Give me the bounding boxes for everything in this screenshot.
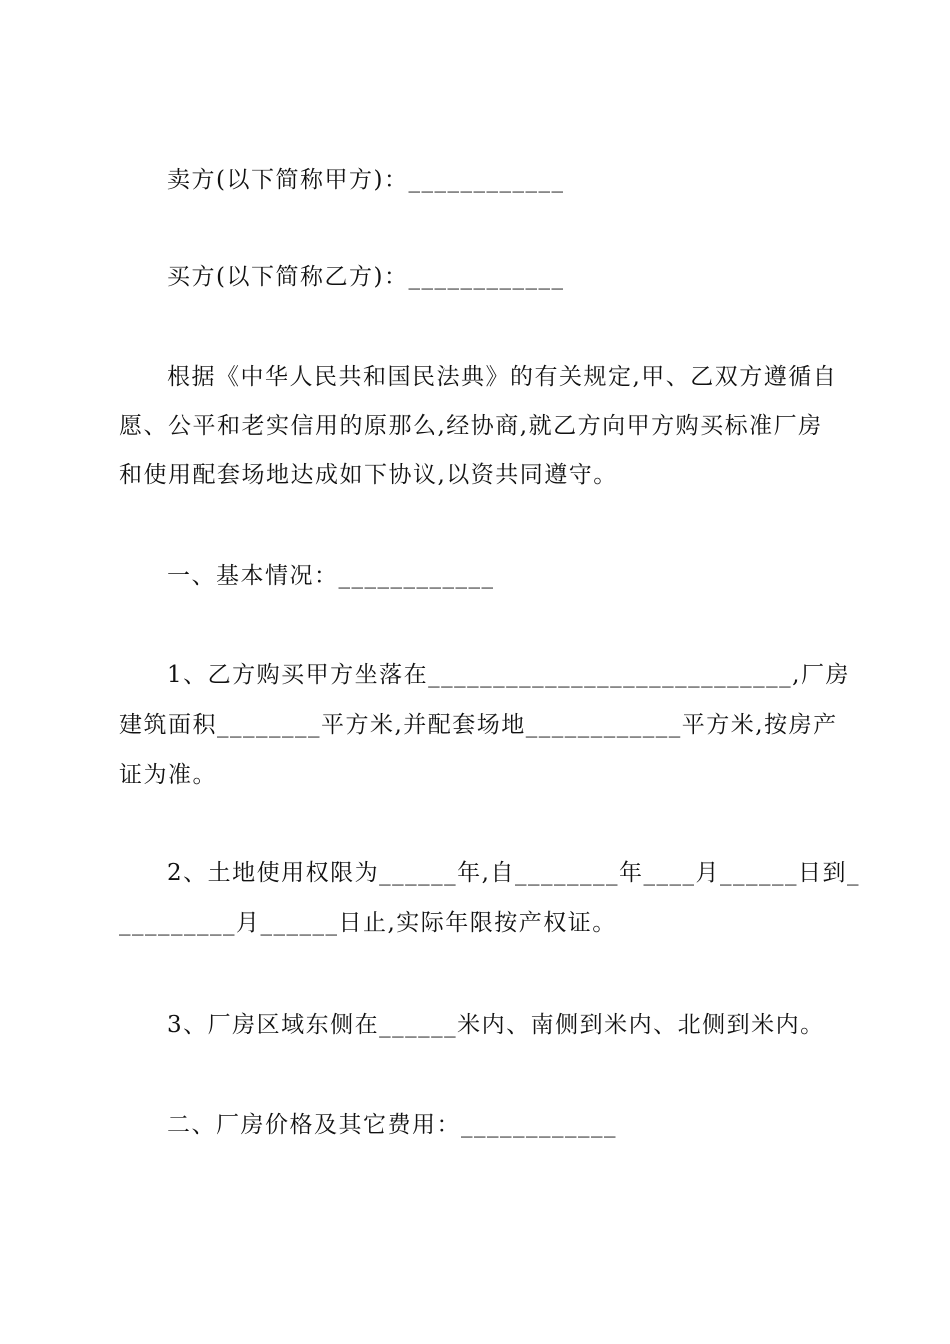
preamble-line-3: 和使用配套场地达成如下协议,以资共同遵守。 <box>119 462 618 488</box>
preamble-line-1: 根据《中华人民共和国民法典》的有关规定,甲、乙双方遵循自 <box>167 364 838 390</box>
section-heading-basic: 一、基本情况：____________ <box>167 563 495 589</box>
clause-2-line-1: 2、土地使用权限为______年,自________年____月______日到_ <box>167 860 860 886</box>
clause-1-line-1: 1、乙方购买甲方坐落在____________________________,厂房 <box>167 662 850 688</box>
clause-1-line-3: 证为准。 <box>119 762 217 788</box>
clause-3-line: 3、厂房区域东侧在______米内、南侧到米内、北侧到米内。 <box>167 1012 825 1038</box>
seller-line: 卖方(以下简称甲方)：____________ <box>167 167 565 193</box>
section-heading-price: 二、厂房价格及其它费用：____________ <box>167 1112 617 1138</box>
buyer-line: 买方(以下简称乙方)：____________ <box>167 264 565 290</box>
clause-2-line-2: _________月______日止,实际年限按产权证。 <box>119 910 617 936</box>
clause-1-line-2: 建筑面积________平方米,并配套场地____________平方米,按房产 <box>119 712 838 738</box>
preamble-line-2: 愿、公平和老实信用的原那么,经协商,就乙方向甲方购买标准厂房 <box>119 413 823 439</box>
